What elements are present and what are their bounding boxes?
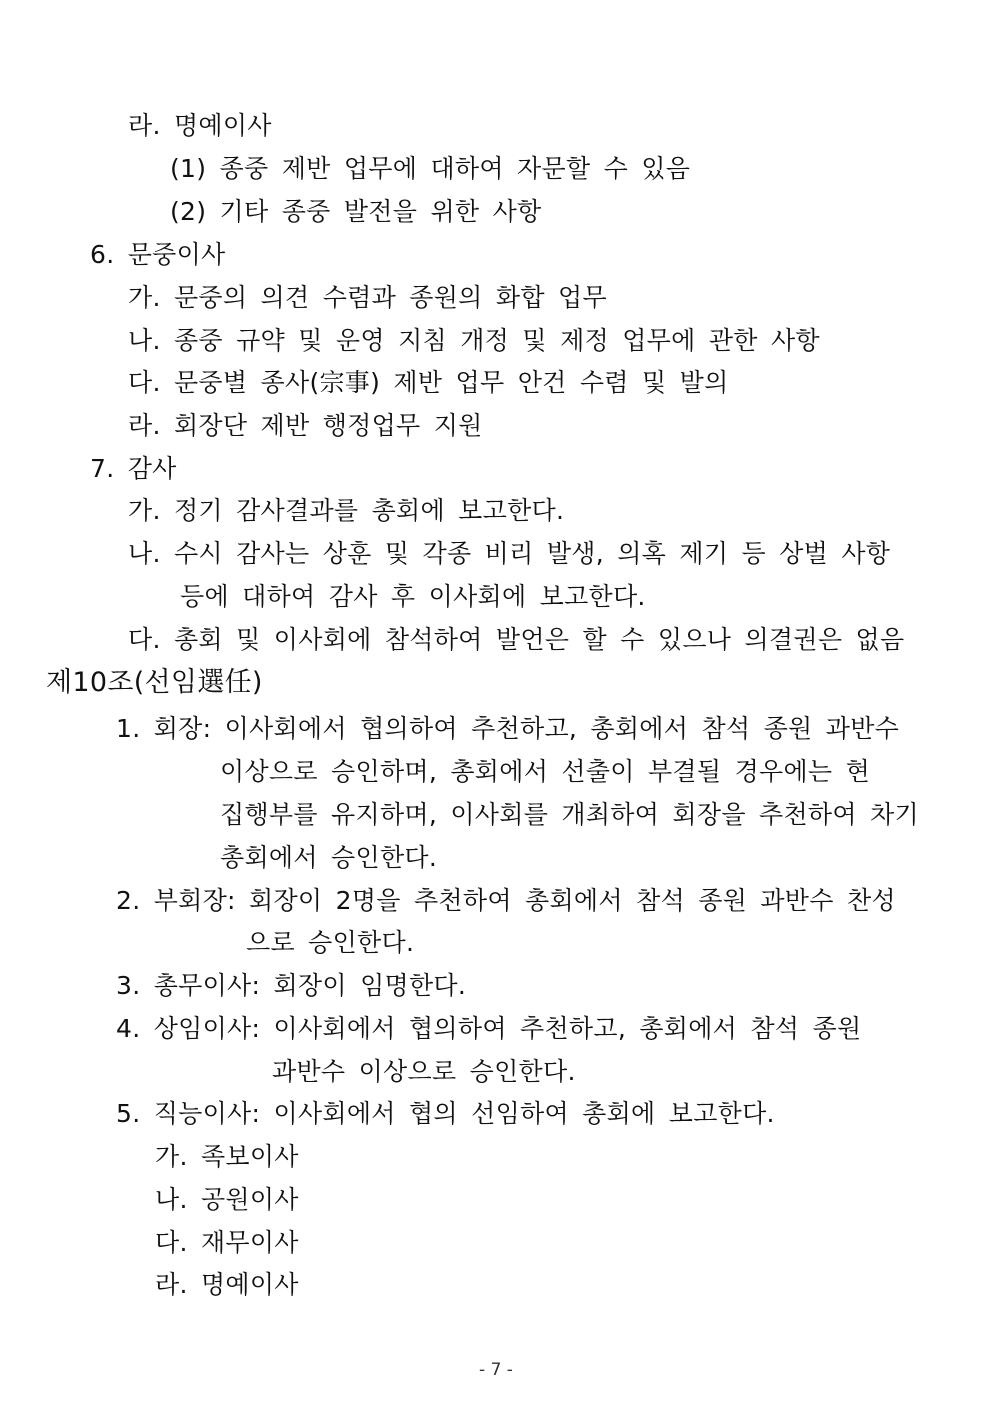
text-line: (1) 종중 제반 업무에 대하여 자문할 수 있음 [170, 154, 691, 183]
text-line: 가. 문중의 의견 수렴과 종원의 화합 업무 [128, 283, 607, 312]
text-line: 나. 종중 규약 및 운영 지침 개정 및 제정 업무에 관한 사항 [128, 326, 820, 355]
text-line: 으로 승인한다. [246, 928, 415, 957]
page-number: - 7 - [479, 1360, 513, 1380]
text-line: 6. 문중이사 [90, 240, 226, 269]
text-line: 다. 총회 및 이사회에 참석하여 발언은 할 수 있으나 의결권은 없음 [128, 625, 905, 654]
text-line: 등에 대하여 감사 후 이사회에 보고한다. [180, 582, 646, 611]
text-line: 7. 감사 [90, 454, 177, 483]
text-line: 가. 정기 감사결과를 총회에 보고한다. [128, 496, 565, 525]
text-line: 과반수 이상으로 승인한다. [272, 1057, 576, 1086]
text-line: 가. 족보이사 [155, 1142, 299, 1171]
text-line: 3. 총무이사: 회장이 임명한다. [116, 971, 467, 1000]
text-line: 다. 문중별 종사(宗事) 제반 업무 안건 수렴 및 발의 [128, 368, 729, 397]
text-line: 5. 직능이사: 이사회에서 협의 선임하여 총회에 보고한다. [116, 1099, 775, 1128]
text-line: 1. 회장: 이사회에서 협의하여 추천하고, 총회에서 참석 종원 과반수 [116, 714, 900, 743]
text-line: 총회에서 승인한다. [220, 843, 438, 872]
text-line: 나. 공원이사 [155, 1185, 299, 1214]
text-line: 4. 상임이사: 이사회에서 협의하여 추천하고, 총회에서 참석 종원 [116, 1014, 862, 1043]
text-line: 라. 명예이사 [128, 111, 272, 140]
text-line: 이상으로 승인하며, 총회에서 선출이 부결될 경우에는 현 [220, 757, 871, 786]
text-line: 라. 명예이사 [155, 1270, 299, 1299]
text-line: 나. 수시 감사는 상훈 및 각종 비리 발생, 의혹 제기 등 상벌 사항 [128, 539, 891, 568]
text-line: 라. 회장단 제반 행정업무 지원 [128, 411, 483, 440]
text-line: 다. 재무이사 [155, 1228, 299, 1257]
text-line: (2) 기타 종중 발전을 위한 사항 [170, 197, 542, 226]
text-line: 집행부를 유지하며, 이사회를 개최하여 회장을 추천하여 차기 [220, 800, 919, 829]
section-heading: 제10조(선임選任) [46, 667, 263, 698]
text-line: 2. 부회장: 회장이 2명을 추천하여 총회에서 참석 종원 과반수 찬성 [116, 886, 896, 915]
